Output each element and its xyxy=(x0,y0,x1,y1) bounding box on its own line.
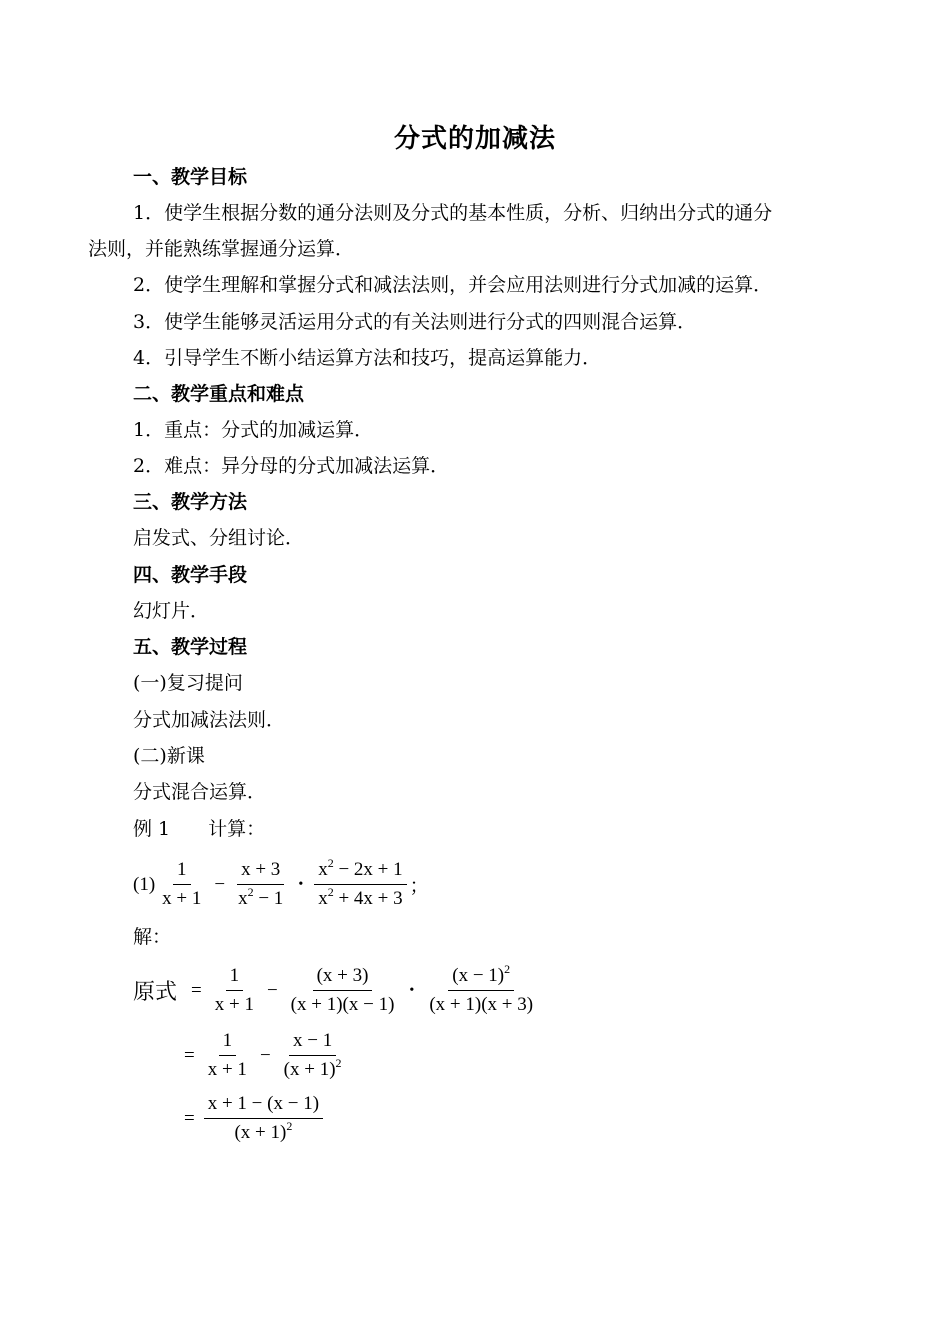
minus-sign: − xyxy=(259,1044,271,1066)
multiply-dot: • xyxy=(298,876,304,892)
multiply-dot: • xyxy=(409,982,415,998)
part-2-heading: (二)新课 xyxy=(133,745,205,767)
semicolon: ； xyxy=(409,876,429,897)
solution-step-2 xyxy=(178,1029,349,1082)
method-text: 启发式、分组讨论． xyxy=(133,527,305,549)
section-heading-process: 五、教学过程 xyxy=(133,636,248,658)
section-heading-key-points: 二、教学重点和难点 xyxy=(133,383,305,405)
fraction: $\frac{x + 1 - (x - 1)}{(x + 1)^2}$ xyxy=(204,1092,323,1145)
original-expression-label: 原式 xyxy=(133,980,178,1005)
minus-sign: − xyxy=(214,873,226,895)
difficulty-point: 2．难点：异分母的分式加减法运算． xyxy=(133,455,450,477)
equals-sign: = xyxy=(184,1107,195,1129)
part-2-text: 分式混合运算． xyxy=(133,781,267,803)
equals-sign: = xyxy=(191,979,202,1001)
means-text: 幻灯片． xyxy=(133,600,210,622)
fraction: $\frac{(x + 3)}{(x + 1)(x - 1)}$ xyxy=(290,965,395,1015)
solution-step-1 xyxy=(133,964,540,1017)
part-1-heading: (一)复习提问 xyxy=(133,672,243,694)
page-title: 分式的加减法 xyxy=(393,124,556,154)
equals-sign: = xyxy=(184,1044,195,1066)
goal-4: 4．引导学生不断小结运算方法和技巧，提高运算能力． xyxy=(133,347,602,369)
section-heading-means: 四、教学手段 xyxy=(133,564,248,586)
section-heading-goals: 一、教学目标 xyxy=(133,166,248,188)
fraction: $\frac{x - 1}{(x + 1)^2}$ xyxy=(283,1030,342,1080)
example-heading: 例 1 计算： xyxy=(133,818,266,840)
solution-step-3 xyxy=(178,1092,326,1145)
goal-2: 2．使学生理解和掌握分式和减法法则，并会应用法则进行分式加减的运算． xyxy=(133,274,773,296)
problem-1-expression xyxy=(133,858,429,911)
key-point: 1．重点：分式的加减运算． xyxy=(133,419,374,441)
solution-label: 解： xyxy=(133,926,172,948)
fraction: $\frac{1}{x + 1}$ xyxy=(214,965,254,1015)
fraction: $\frac{(x - 1)^2}{(x + 1)(x + 3)}$ xyxy=(429,962,534,1015)
goal-3: 3．使学生能够灵活运用分式的有关法则进行分式的四则混合运算． xyxy=(133,311,697,333)
fraction: $\frac{x + 3}{x^2 - 1}$ xyxy=(238,859,284,909)
problem-label: (1) xyxy=(133,873,156,895)
section-heading-method: 三、教学方法 xyxy=(133,491,248,513)
goal-1-line-1: 1．使学生根据分数的通分法则及分式的基本性质，分析、归纳出分式的通分 xyxy=(133,202,773,224)
fraction: $\frac{1}{x + 1}$ xyxy=(162,859,202,909)
minus-sign: − xyxy=(266,979,278,1001)
part-1-text: 分式加减法法则． xyxy=(133,709,286,731)
goal-1-line-2: 法则，并能熟练掌握通分运算． xyxy=(88,238,355,260)
fraction: $\frac{1}{x + 1}$ xyxy=(207,1030,247,1080)
fraction: $\frac{x^2 - 2x + 1}{x^2 + 4x + 3}$ xyxy=(314,858,406,911)
